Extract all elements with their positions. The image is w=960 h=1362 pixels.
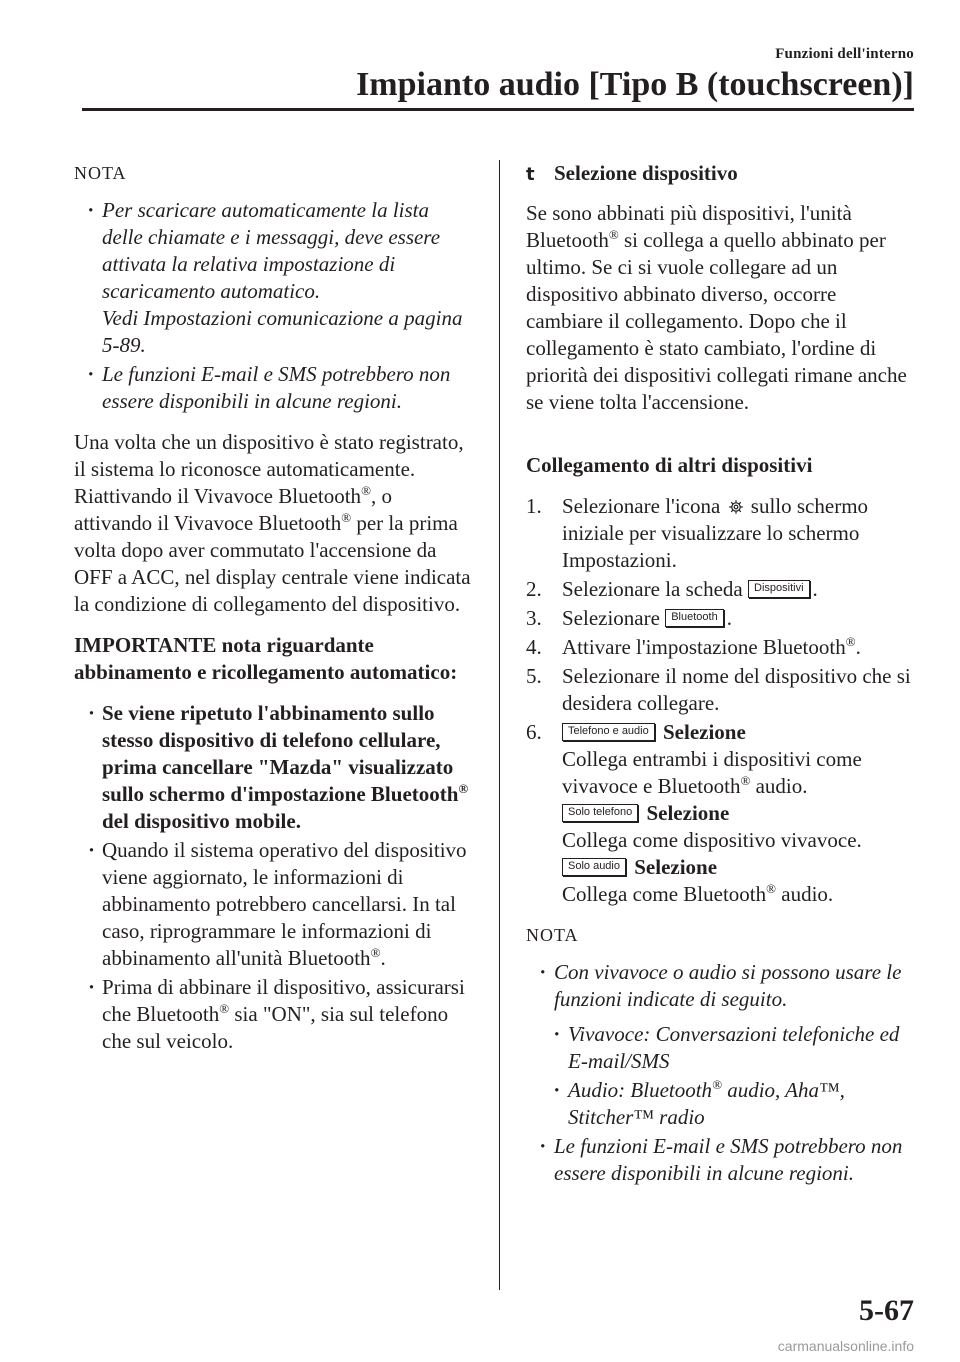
page-number: 5-67 bbox=[859, 1294, 914, 1327]
important-heading: IMPORTANTE nota riguardante abbinamento e ricollegamento automatico: bbox=[74, 633, 458, 684]
telefono-e-audio-button: Telefono e audio bbox=[562, 723, 655, 741]
header-rule bbox=[82, 108, 914, 111]
step-4: 4. Attivare l'impostazione Bluetooth®. bbox=[526, 634, 861, 659]
nota-label: NOTA bbox=[74, 163, 127, 183]
watermark: carmanualsonline.info bbox=[777, 1338, 914, 1354]
step-2: 2. Selezionare la scheda Dispositivi . bbox=[526, 577, 818, 601]
solo-telefono-button: Solo telefono bbox=[562, 804, 638, 822]
nota-list bbox=[526, 959, 918, 1187]
section-bullet-icon: t bbox=[526, 164, 535, 185]
nota-item: · Con vivavoce o audio si possono usare le funzioni indicate di seguito. · Vivavoce: Conversazioni telefoniche ed E-mail/SMS · Audio: Bluetooth® audio, Aha™, Stitcher™ radio bbox=[526, 959, 918, 1131]
section-title: Funzioni dell'interno bbox=[775, 46, 914, 62]
important-item: · Se viene ripetuto l'abbinamento sullo stesso dispositivo di telefono cellulare, prima cancellare "Mazda" visualizzato sullo schermo d'impostazione Bluetooth® del dispositivo mobile. bbox=[74, 700, 472, 835]
nota-subitem: · Vivavoce: Conversazioni telefoniche ed E-mail/SMS bbox=[526, 1021, 918, 1075]
nota-item: · Le funzioni E-mail e SMS potrebbero non essere disponibili in alcune regioni. bbox=[526, 1133, 918, 1187]
nota-item: · Le funzioni E-mail e SMS potrebbero non essere disponibili in alcune regioni. bbox=[74, 361, 472, 415]
settings-gear-icon bbox=[728, 499, 744, 515]
bluetooth-button: Bluetooth bbox=[665, 609, 723, 627]
important-item: · Prima di abbinare il dispositivo, assicurarsi che Bluetooth® sia "ON", sia sul telefono che sul veicolo. bbox=[74, 974, 472, 1055]
step-5: 5. Selezionare il nome del dispositivo che si desidera collegare. bbox=[526, 664, 911, 715]
step-6-desc-1: Collega entrambi i dispositivi come vivavoce e Bluetooth® audio. bbox=[562, 747, 862, 798]
step-1: 1. Selezionare l'icona sullo schermo iniziale per visualizzare lo schermo Impostazioni. bbox=[526, 494, 869, 572]
nota-list bbox=[74, 197, 472, 415]
column-divider bbox=[499, 160, 500, 1290]
step-3: 3. Selezionare Bluetooth . bbox=[526, 606, 732, 630]
procedure-heading: Collegamento di altri dispositivi bbox=[526, 453, 813, 477]
nota-sublist bbox=[526, 1021, 918, 1131]
right-column bbox=[526, 160, 918, 1201]
solo-audio-button: Solo audio bbox=[562, 858, 626, 876]
left-column bbox=[74, 160, 472, 1069]
step-6-desc-3: Collega come Bluetooth® audio. bbox=[562, 881, 834, 906]
dispositivi-tab-button: Dispositivi bbox=[748, 580, 810, 598]
step-6: 6. Telefono e audio Selezione Collega entrambi i dispositivi come vivavoce e Bluetooth® audio. Solo telefono Selezione Collega come dispositivo vivavoce. Solo audio Selezione Collega come Bluetooth® audio. bbox=[526, 719, 918, 908]
nota-subitem: · Audio: Bluetooth® audio, Aha™, Stitcher™ radio bbox=[526, 1077, 918, 1131]
procedure-steps bbox=[526, 493, 918, 908]
nota-item: · Per scaricare automaticamente la lista delle chiamate e i messaggi, deve essere attivata la relativa impostazione di scaricamento automatico. Vedi Impostazioni comunicazione a pagina 5-89. bbox=[74, 197, 472, 359]
nota-label: NOTA bbox=[526, 925, 579, 945]
page-title: Impianto audio [Tipo B (touchscreen)] bbox=[356, 66, 914, 103]
subsection-heading: t Selezione dispositivo bbox=[526, 160, 918, 188]
body-paragraph: Se sono abbinati più dispositivi, l'unità Bluetooth® si collega a quello abbinato per ultimo. Se ci si vuole collegare ad un dispositivo abbinato diverso, occorre cambiare il collegamento. Dopo che il collegamento è stato cambiato, l'ordine di priorità dei dispositivi collegati rimane anche se viene tolta l'accensione. bbox=[526, 201, 907, 414]
important-item: · Quando il sistema operativo del dispositivo viene aggiornato, le informazioni di abbinamento potrebbero cancellarsi. In tal caso, riprogrammare le informazioni di abbinamento all'unità Bluetooth®. bbox=[74, 837, 472, 972]
important-list bbox=[74, 700, 472, 1055]
body-paragraph: Una volta che un dispositivo è stato registrato, il sistema lo riconosce automaticamente. Riattivando il Vivavoce Bluetooth®, o attivando il Vivavoce Bluetooth® per la prima volta dopo aver commutato l'accensione da OFF a ACC, nel display centrale viene indicata la condizione di collegamento del dispositivo. bbox=[74, 430, 471, 616]
step-6-desc-2: Collega come dispositivo vivavoce. bbox=[562, 828, 862, 852]
